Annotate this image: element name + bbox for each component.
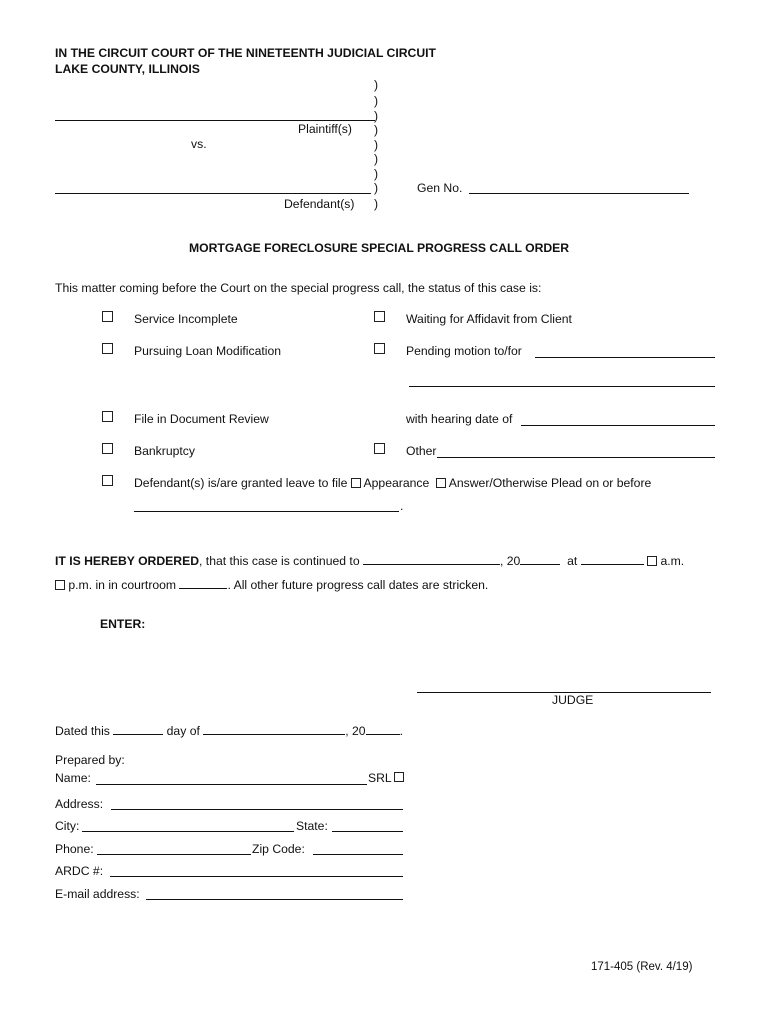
ardc-label: ARDC #: <box>55 864 104 878</box>
intro-text: This matter coming before the Court on the special progress call, the status of this case is: <box>55 281 542 295</box>
hearing-date-line[interactable] <box>521 425 715 426</box>
defendant-leave-label: Defendant(s) is/are granted leave to file <box>134 476 348 490</box>
state-line[interactable] <box>332 831 403 832</box>
at-label: at <box>567 554 578 568</box>
pending-motion-line[interactable] <box>535 357 715 358</box>
prepared-by-label: Prepared by: <box>55 753 125 767</box>
plead-date-line[interactable] <box>134 511 399 512</box>
ordered-bold: IT IS HEREBY ORDERED <box>55 554 200 568</box>
other-line[interactable] <box>437 457 715 458</box>
other-checkbox[interactable] <box>374 443 385 454</box>
caption-paren: ) <box>374 138 379 152</box>
pending-motion-checkbox[interactable] <box>374 343 385 354</box>
name-line[interactable] <box>96 784 367 785</box>
srl-label: SRL <box>368 771 392 785</box>
order-title: MORTGAGE FORECLOSURE SPECIAL PROGRESS CALL ORDER <box>189 241 570 255</box>
dated-month-line[interactable] <box>203 723 345 735</box>
courtroom-line[interactable] <box>179 577 227 589</box>
dated-this-label: Dated this <box>55 724 110 738</box>
versus-label: vs. <box>191 137 207 151</box>
dated-day-line[interactable] <box>113 723 163 735</box>
file-doc-review-checkbox[interactable] <box>102 411 113 422</box>
court-name-line1: IN THE CIRCUIT COURT OF THE NINETEENTH JUDICIAL CIRCUIT <box>55 46 436 60</box>
file-doc-review-label: File in Document Review <box>134 412 269 426</box>
phone-line[interactable] <box>97 854 251 855</box>
order-year-prefix: , 20 <box>499 554 521 568</box>
caption-paren: ) <box>374 167 379 181</box>
dated-line: Dated this day of , 20 . <box>55 724 403 738</box>
continued-date-line[interactable] <box>363 553 500 565</box>
ardc-line[interactable] <box>110 876 403 877</box>
city-line[interactable] <box>82 831 294 832</box>
pending-motion-label: Pending motion to/for <box>406 344 522 358</box>
defendant-leave-checkbox[interactable] <box>102 475 113 486</box>
order-year-line[interactable] <box>520 553 560 565</box>
continued-text: , that this case is continued to <box>199 554 360 568</box>
caption-paren: ) <box>374 152 379 166</box>
dated-year-prefix: , 20 <box>345 724 366 738</box>
am-checkbox[interactable] <box>647 556 657 566</box>
caption-paren: ) <box>374 181 379 195</box>
waiting-affidavit-label: Waiting for Affidavit from Client <box>406 312 572 326</box>
appearance-label: Appearance <box>363 476 430 490</box>
pm-text: p.m. in in courtroom <box>68 578 177 592</box>
srl-checkbox[interactable] <box>394 772 404 782</box>
address-label: Address: <box>55 797 104 811</box>
plaintiff-line[interactable] <box>55 120 375 121</box>
pursuing-loan-checkbox[interactable] <box>102 343 113 354</box>
defendant-label: Defendant(s) <box>284 197 355 211</box>
city-label: City: <box>55 819 80 833</box>
service-incomplete-checkbox[interactable] <box>102 311 113 322</box>
zip-label: Zip Code: <box>252 842 305 856</box>
email-label: E-mail address: <box>55 887 140 901</box>
day-of-label: day of <box>166 724 200 738</box>
defendant-line[interactable] <box>55 193 371 194</box>
phone-label: Phone: <box>55 842 94 856</box>
email-line[interactable] <box>146 899 403 900</box>
bankruptcy-label: Bankruptcy <box>134 444 195 458</box>
pursuing-loan-label: Pursuing Loan Modification <box>134 344 282 358</box>
plaintiff-label: Plaintiff(s) <box>298 122 352 136</box>
answer-plead-label: Answer/Otherwise Plead on or before <box>448 476 652 490</box>
caption-paren: ) <box>374 123 379 137</box>
form-number: 171-405 (Rev. 4/19) <box>591 961 693 973</box>
caption-paren: ) <box>374 197 379 211</box>
answer-plead-checkbox[interactable] <box>436 478 446 488</box>
address-line[interactable] <box>111 809 403 810</box>
bankruptcy-checkbox[interactable] <box>102 443 113 454</box>
enter-label: ENTER: <box>100 617 146 631</box>
caption-paren: ) <box>374 109 379 123</box>
court-name-line2: LAKE COUNTY, ILLINOIS <box>55 62 200 76</box>
hearing-date-label: with hearing date of <box>406 412 513 426</box>
judge-label: JUDGE <box>552 693 594 707</box>
dated-year-line[interactable] <box>366 723 400 735</box>
zip-line[interactable] <box>313 854 403 855</box>
defendant-leave-row <box>134 476 651 490</box>
name-label: Name: <box>55 771 91 785</box>
other-label: Other <box>406 444 437 458</box>
waiting-affidavit-checkbox[interactable] <box>374 311 385 322</box>
caption-paren: ) <box>374 78 379 92</box>
state-label: State: <box>296 819 328 833</box>
service-incomplete-label: Service Incomplete <box>134 312 238 326</box>
gen-no-line[interactable] <box>469 193 689 194</box>
pending-motion-line-2[interactable] <box>409 386 715 387</box>
pm-checkbox[interactable] <box>55 580 65 590</box>
plead-period: . <box>400 499 404 513</box>
stricken-text: . All other future progress call dates are stricken. <box>227 578 489 592</box>
order-line1 <box>55 553 684 568</box>
caption-paren: ) <box>374 94 379 108</box>
am-label: a.m. <box>660 554 685 568</box>
appearance-checkbox[interactable] <box>351 478 361 488</box>
time-line[interactable] <box>581 553 644 565</box>
order-line2 <box>55 577 488 592</box>
gen-no-label: Gen No. <box>417 181 463 195</box>
